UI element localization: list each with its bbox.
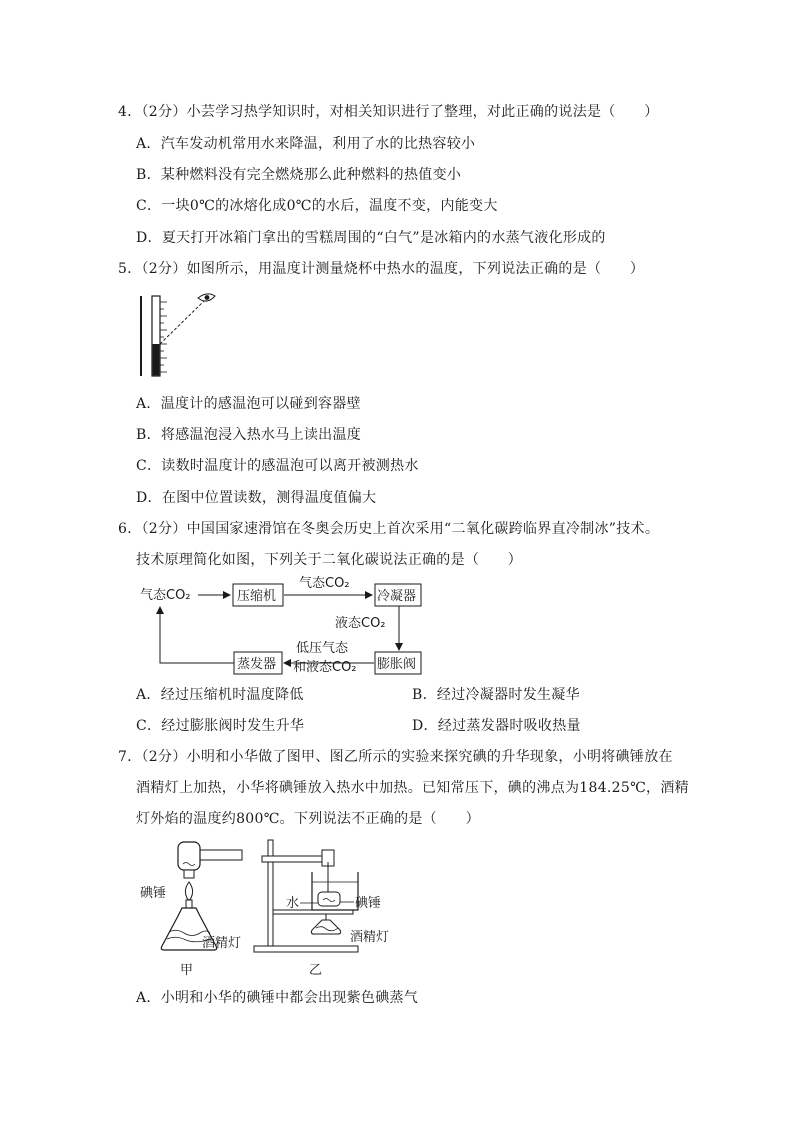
q5-option-d: D．在图中位置读数，测得温度值偏大 bbox=[136, 490, 377, 506]
figure-yi bbox=[254, 840, 389, 978]
mercury-column bbox=[153, 344, 160, 375]
q4-option-c: C．一块0℃的冰熔化成0℃的水后，温度不变，内能变大 bbox=[136, 198, 498, 214]
q4-stem: 4．（2分）小芸学习热学知识时，对相关知识进行了整理，对此正确的说法是（ ） bbox=[118, 104, 659, 120]
q7-option-a: A．小明和小华的碘锤中都会出现紫色碘蒸气 bbox=[136, 990, 419, 1006]
q7-stem-line2: 酒精灯上加热，小华将碘锤放入热水中加热。已知常压下，碘的沸点为184.25℃，酒精 bbox=[136, 780, 689, 796]
stand-base bbox=[254, 946, 358, 952]
iodine-hammer-in-water bbox=[318, 892, 340, 906]
expansion-valve-label: 膨胀阀 bbox=[377, 657, 417, 672]
q6-stem-line1: 6．（2分）中国国家速滑馆在冬奥会历史上首次采用“二氧化碳跨临界直冷制冰”技术。 bbox=[118, 521, 660, 537]
q5-option-a: A．温度计的感温泡可以碰到容器壁 bbox=[136, 396, 361, 412]
q7-stem-line3: 灯外焰的温度约800℃。下列说法不正确的是（ ） bbox=[136, 811, 480, 827]
alcohol-lamp-right bbox=[311, 920, 340, 934]
q5-option-c: C．读数时温度计的感温泡可以离开被测热水 bbox=[136, 458, 419, 474]
alcohol-lamp-label-right: 酒精灯 bbox=[350, 930, 390, 945]
alcohol-lamp-label-left: 酒精灯 bbox=[202, 936, 242, 951]
q6-option-a: A．经过压缩机时温度降低 bbox=[136, 687, 304, 703]
q6-stem-line2: 技术原理简化如图，下列关于二氧化碳说法正确的是（ ） bbox=[136, 552, 523, 568]
q6-option-c: C．经过膨胀阀时发生升华 bbox=[136, 718, 305, 734]
liquid-co2-label: 液态CO₂ bbox=[335, 616, 386, 631]
q7-stem-line1: 7．（2分）小明和小华做了图甲、图乙所示的实验来探究碘的升华现象，小明将碘锤放在 bbox=[118, 749, 673, 765]
eye-icon bbox=[198, 294, 215, 301]
low-pressure-label-line2: 和液态CO₂ bbox=[293, 660, 357, 675]
label-yi: 乙 bbox=[309, 963, 323, 978]
iodine-hammer-label-right: 碘锤 bbox=[355, 896, 382, 911]
iodine-hammer bbox=[178, 842, 200, 870]
arrow-return-to-start bbox=[160, 607, 234, 663]
iodine-hammer-label-left: 碘锤 bbox=[140, 886, 167, 901]
hammer-stem bbox=[184, 870, 194, 878]
water-label: 水 bbox=[286, 896, 300, 911]
gas-co2-arrow-label: 气态CO₂ bbox=[299, 576, 350, 591]
flame-icon bbox=[185, 882, 192, 900]
q6-option-d: D．经过蒸发器时吸收热量 bbox=[412, 718, 581, 734]
thermometer-scale bbox=[160, 302, 167, 372]
q5-thermometer-figure bbox=[135, 288, 225, 380]
evaporator-label: 蒸发器 bbox=[237, 657, 277, 672]
compressor-label: 压缩机 bbox=[237, 589, 277, 604]
condenser-label: 冷凝器 bbox=[377, 589, 417, 604]
q5-stem: 5．（2分）如图所示，用温度计测量烧杯中热水的温度，下列说法正确的是（ ） bbox=[118, 261, 645, 277]
q5-option-b: B．将感温泡浸入热水马上读出温度 bbox=[136, 427, 362, 443]
q4-option-a: A．汽车发动机常用水来降温，利用了水的比热容较小 bbox=[136, 136, 476, 152]
q4-option-d: D．夏天打开冰箱门拿出的雪糕周围的“白气”是冰箱内的水蒸气液化形成的 bbox=[136, 230, 606, 246]
clamp-arm bbox=[198, 850, 242, 860]
q6-co2-cycle-diagram bbox=[136, 574, 436, 678]
q6-option-b: B．经过冷凝器时发生凝华 bbox=[412, 687, 580, 703]
q4-option-b: B．某种燃料没有完全燃烧那么此种燃料的热值变小 bbox=[136, 167, 462, 183]
label-jia: 甲 bbox=[180, 963, 194, 978]
gas-co2-label: 气态CO₂ bbox=[140, 588, 191, 603]
sight-line bbox=[160, 300, 205, 344]
figure-jia bbox=[140, 842, 242, 978]
low-pressure-label-line1: 低压气态 bbox=[296, 641, 349, 656]
q7-iodine-experiment-figure bbox=[136, 834, 406, 984]
